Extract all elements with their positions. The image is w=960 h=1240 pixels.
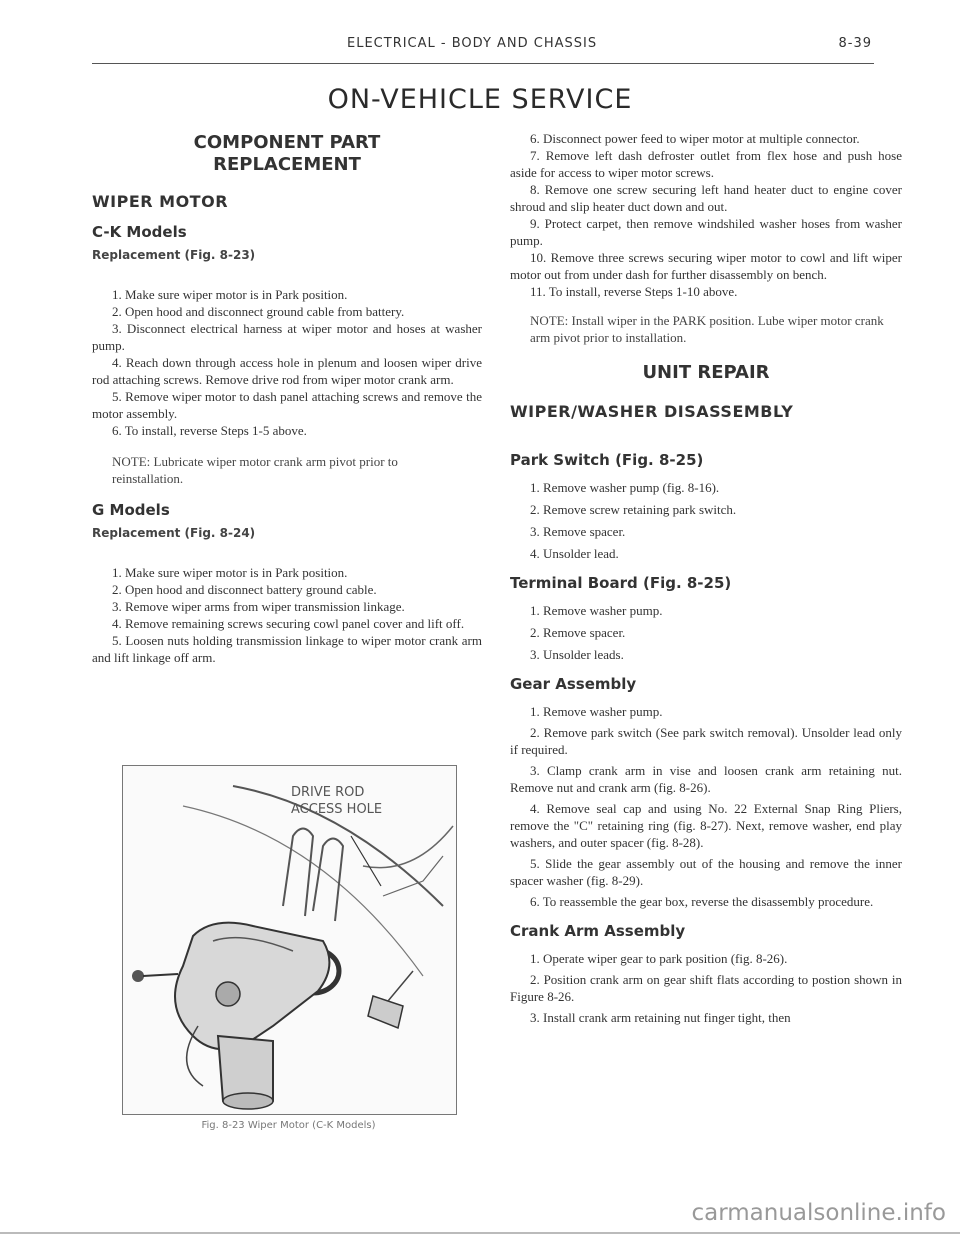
park-switch-step: 2. Remove screw retaining park switch. — [530, 502, 737, 517]
cont-step-10: 10. Remove three screws securing wiper motor to cowl and lift wiper motor out from under dash for further disassembly on bench. — [510, 250, 902, 282]
ck-step-1: 1. Make sure wiper motor is in Park position. — [112, 287, 348, 302]
crank-step-1: 1. Operate wiper gear to park position (fig. 8-26). — [530, 951, 788, 966]
terminal-board-step: 2. Remove spacer. — [530, 625, 626, 640]
watermark: carmanualsonline.info — [691, 1200, 946, 1226]
wiper-motor-heading: WIPER MOTOR — [92, 192, 229, 211]
left-column — [92, 130, 482, 666]
terminal-board-step: 1. Remove washer pump. — [530, 603, 663, 618]
page-number: 8-39 — [838, 36, 872, 51]
g-step-1: 1. Make sure wiper motor is in Park position. — [112, 565, 348, 580]
g-steps-list — [92, 564, 482, 666]
ck-step-6: 6. To install, reverse Steps 1-5 above. — [112, 423, 307, 438]
g-step-2: 2. Open hood and disconnect battery ground cable. — [112, 582, 377, 597]
ck-step-3: 3. Disconnect electrical harness at wiper motor and hoses at washer pump. — [92, 321, 482, 353]
ck-replacement-heading: Replacement (Fig. 8-23) — [92, 248, 256, 262]
crank-arm-heading: Crank Arm Assembly — [510, 922, 686, 940]
header-section-title: ELECTRICAL - BODY AND CHASSIS — [347, 36, 598, 51]
ck-step-4: 4. Reach down through access hole in plenum and loosen wiper drive rod attaching screws. Remove drive rod from wiper motor crank arm. — [92, 355, 482, 387]
cont-step-6: 6. Disconnect power feed to wiper motor at multiple connector. — [530, 131, 860, 146]
component-part-heading-line1: COMPONENT PART — [193, 132, 381, 153]
ck-note: NOTE: Lubricate wiper motor crank arm pivot prior to reinstallation. — [112, 454, 398, 486]
page-header — [92, 36, 872, 54]
g-step-5: 5. Loosen nuts holding transmission linkage to wiper motor crank arm and lift linkage off arm. — [92, 633, 482, 665]
g-step-3: 3. Remove wiper arms from wiper transmission linkage. — [112, 599, 405, 614]
gear-assembly-heading: Gear Assembly — [510, 675, 637, 693]
unit-repair-heading: UNIT REPAIR — [642, 362, 770, 383]
terminal-board-step: 3. Unsolder leads. — [530, 647, 624, 662]
gear-step-3: 3. Clamp crank arm in vise and loosen crank arm retaining nut. Remove nut and crank arm (fig. 8-26). — [510, 763, 902, 795]
park-switch-step: 1. Remove washer pump (fig. 8-16). — [530, 480, 720, 495]
terminal-board-steps — [510, 602, 902, 663]
crank-arm-steps — [510, 950, 902, 1026]
gear-step-6: 6. To reassemble the gear box, reverse the disassembly procedure. — [530, 894, 874, 909]
cont-step-7: 7. Remove left dash defroster outlet from flex hose and push hose aside for access to wiper motor screws. — [510, 148, 902, 180]
disassembly-heading: WIPER/WASHER DISASSEMBLY — [510, 402, 794, 421]
ck-step-2: 2. Open hood and disconnect ground cable from battery. — [112, 304, 405, 319]
gear-assembly-steps — [510, 703, 902, 910]
ck-steps-continued — [510, 130, 902, 300]
gear-step-5: 5. Slide the gear assembly out of the housing and remove the inner spacer washer (fig. 8-29). — [510, 856, 902, 888]
figure-caption: Fig. 8-23 Wiper Motor (C-K Models) — [201, 1120, 376, 1131]
g-models-heading: G Models — [92, 501, 170, 519]
wiper-motor-illustration — [123, 766, 456, 1114]
figure-label-access-hole: ACCESS HOLE — [291, 802, 383, 817]
g-note: NOTE: Install wiper in the PARK position. Lube wiper motor crank arm pivot prior to installation. — [530, 313, 884, 345]
crank-step-3: 3. Install crank arm retaining nut finger tight, then — [530, 1010, 791, 1025]
ck-steps-list — [92, 286, 482, 439]
park-switch-steps — [510, 479, 902, 562]
cont-step-9: 9. Protect carpet, then remove windshiled washer hoses from washer pump. — [510, 216, 902, 248]
wiper-motor-figure — [122, 765, 457, 1115]
component-part-heading-line2: REPLACEMENT — [213, 154, 361, 175]
gear-step-1: 1. Remove washer pump. — [530, 704, 663, 719]
header-rule — [92, 63, 874, 64]
g-replacement-heading: Replacement (Fig. 8-24) — [92, 526, 256, 540]
park-switch-step: 4. Unsolder lead. — [530, 546, 619, 561]
cont-step-11: 11. To install, reverse Steps 1-10 above. — [530, 284, 738, 299]
park-switch-heading: Park Switch (Fig. 8-25) — [510, 451, 704, 469]
crank-step-2: 2. Position crank arm on gear shift flats according to postion shown in Figure 8-26. — [510, 972, 902, 1004]
park-switch-step: 3. Remove spacer. — [530, 524, 626, 539]
right-column — [510, 130, 902, 1026]
gear-step-2: 2. Remove park switch (See park switch removal). Unsolder lead only if required. — [510, 725, 902, 757]
ck-step-5: 5. Remove wiper motor to dash panel attaching screws and remove the motor assembly. — [92, 389, 482, 421]
figure-label-drive-rod: DRIVE ROD — [291, 785, 365, 800]
bottom-rule — [0, 1232, 960, 1234]
ck-models-heading: C-K Models — [92, 223, 187, 241]
page-title: ON-VEHICLE SERVICE — [327, 84, 633, 115]
gear-step-4: 4. Remove seal cap and using No. 22 External Snap Ring Pliers, remove the "C" retaining ring (fig. 8-27). Next, remove washer, end play washers, and outer spacer (fig. 8-28). — [510, 801, 902, 850]
terminal-board-heading: Terminal Board (Fig. 8-25) — [510, 574, 732, 592]
cont-step-8: 8. Remove one screw securing left hand heater duct to engine cover shroud and slip heater duct down and out. — [510, 182, 902, 214]
g-step-4: 4. Remove remaining screws securing cowl panel cover and lift off. — [112, 616, 465, 631]
